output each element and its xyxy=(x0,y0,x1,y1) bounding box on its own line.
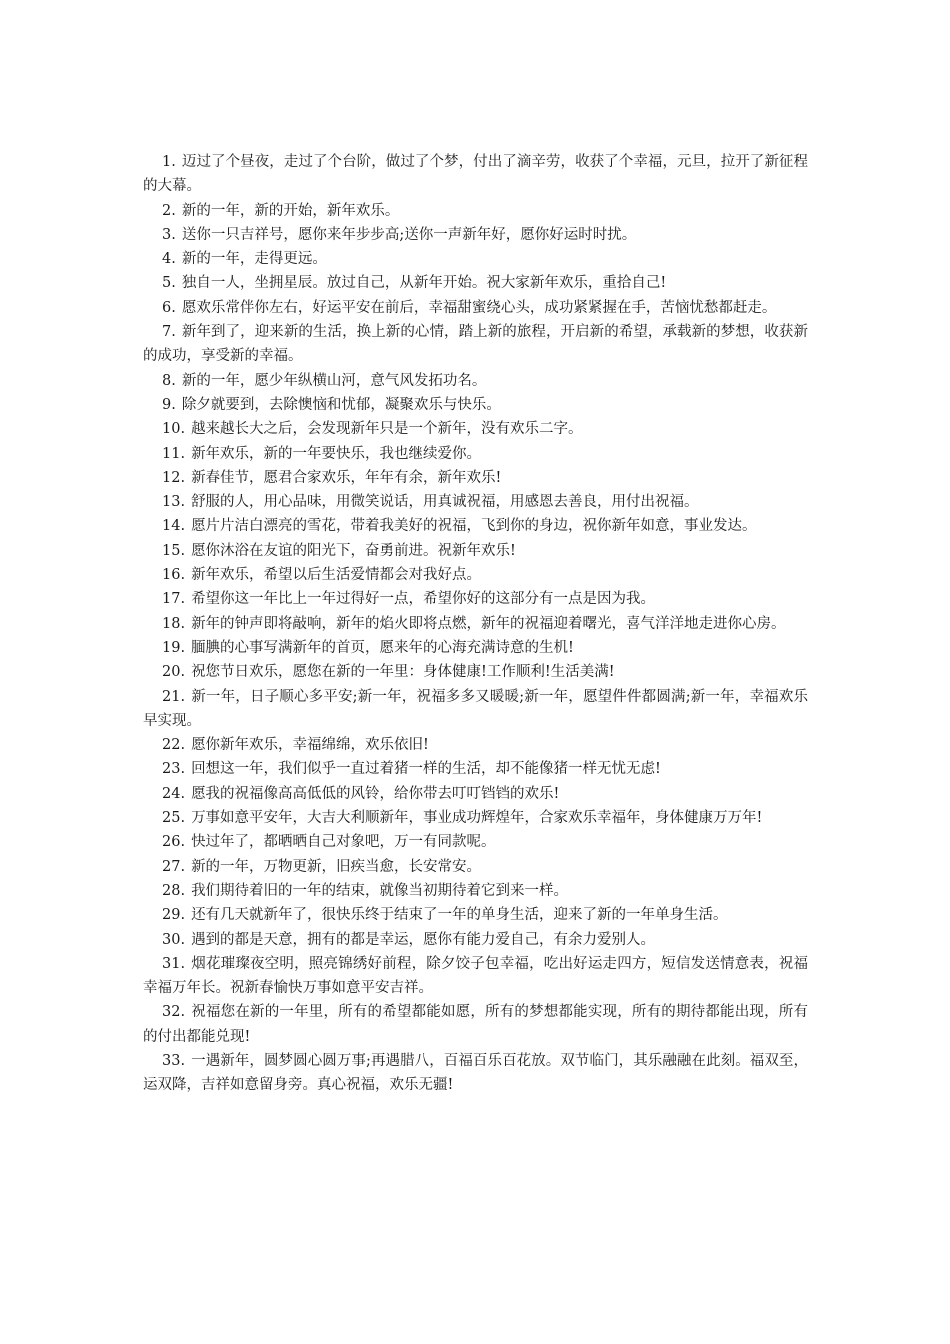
item-number: 21. xyxy=(162,688,186,705)
list-item xyxy=(143,393,808,417)
item-number: 11. xyxy=(162,445,186,462)
list-item xyxy=(143,806,808,830)
item-text: 新年欢乐，希望以后生活爱情都会对我好点。 xyxy=(191,567,482,584)
item-number: 7. xyxy=(162,324,176,341)
list-item xyxy=(143,539,808,563)
wish-list xyxy=(143,150,808,1098)
item-number: 16. xyxy=(162,567,186,584)
item-number: 27. xyxy=(162,858,186,875)
item-number: 2. xyxy=(162,202,176,219)
list-item xyxy=(143,879,808,903)
list-item xyxy=(143,369,808,393)
item-text: 新的一年，新的开始，新年欢乐。 xyxy=(181,202,400,219)
item-number: 3. xyxy=(162,226,176,243)
item-text: 愿欢乐常伴你左右，好运平安在前后，幸福甜蜜绕心头，成功紧紧握在手，苦恼忧愁都赶走。 xyxy=(181,299,777,316)
item-text: 愿我的祝福像高高低低的风铃，给你带去叮叮铛铛的欢乐! xyxy=(191,785,560,802)
list-item xyxy=(143,490,808,514)
item-number: 5. xyxy=(162,275,176,292)
item-text: 愿片片洁白漂亮的雪花，带着我美好的祝福，飞到你的身边，祝你新年如意，事业发达。 xyxy=(191,518,757,535)
item-number: 15. xyxy=(162,542,186,559)
list-item xyxy=(143,733,808,757)
item-text: 新春佳节，愿君合家欢乐，年年有余，新年欢乐! xyxy=(191,469,502,486)
item-text: 希望你这一年比上一年过得好一点，希望你好的这部分有一点是因为我。 xyxy=(191,591,656,608)
item-number: 24. xyxy=(162,785,186,802)
item-number: 31. xyxy=(162,955,186,972)
item-number: 25. xyxy=(162,810,186,827)
item-number: 33. xyxy=(162,1052,186,1069)
item-number: 10. xyxy=(162,421,186,438)
item-text: 新一年，日子顺心多平安;新一年，祝福多多又暖暖;新一年，愿望件件都圆满;新一年，幸福欢乐早实现。 xyxy=(143,688,808,729)
list-item xyxy=(143,782,808,806)
list-item xyxy=(143,563,808,587)
list-item xyxy=(143,757,808,781)
item-number: 22. xyxy=(162,737,186,754)
item-number: 26. xyxy=(162,834,186,851)
list-item xyxy=(143,612,808,636)
item-text: 一遇新年，圆梦圆心圆万事;再遇腊八，百福百乐百花放。双节临门，其乐融融在此刻。福双至，运双降，吉祥如意留身旁。真心祝福，欢乐无疆! xyxy=(143,1052,808,1094)
item-text: 万事如意平安年，大吉大利顺新年，事业成功辉煌年，合家欢乐幸福年，身体健康万万年! xyxy=(191,810,763,827)
item-number: 30. xyxy=(162,931,186,948)
list-item xyxy=(143,271,808,295)
item-text: 回想这一年，我们似乎一直过着猪一样的生活，却不能像猪一样无忧无虑! xyxy=(191,761,661,778)
list-item xyxy=(143,952,808,1001)
item-text: 还有几天就新年了，很快乐终于结束了一年的单身生活，迎来了新的一年单身生活。 xyxy=(191,907,728,924)
item-number: 1. xyxy=(162,154,176,170)
item-text: 愿你沐浴在友谊的阳光下，奋勇前进。祝新年欢乐! xyxy=(191,542,516,559)
item-text: 祝您节日欢乐，愿您在新的一年里：身体健康!工作顺利!生活美满! xyxy=(191,664,615,681)
list-item xyxy=(143,466,808,490)
list-item xyxy=(143,660,808,684)
item-number: 13. xyxy=(162,494,186,511)
item-number: 6. xyxy=(162,299,176,316)
list-item xyxy=(143,855,808,879)
item-text: 腼腆的心事写满新年的首页，愿来年的心海充满诗意的生机! xyxy=(191,639,574,656)
item-text: 新的一年，愿少年纵横山河，意气风发拓功名。 xyxy=(181,372,487,389)
item-number: 8. xyxy=(162,372,176,389)
item-text: 新的一年，万物更新，旧疾当愈，长安常安。 xyxy=(191,858,482,875)
item-text: 送你一只吉祥号，愿你来年步步高;送你一声新年好，愿你好运时时扰。 xyxy=(181,226,637,243)
item-number: 18. xyxy=(162,615,186,632)
list-item xyxy=(143,442,808,466)
item-text: 越来越长大之后，会发现新年只是一个新年，没有欢乐二字。 xyxy=(191,421,583,438)
list-item xyxy=(143,296,808,320)
item-number: 19. xyxy=(162,639,186,656)
list-item xyxy=(143,514,808,538)
item-text: 新的一年，走得更远。 xyxy=(181,251,327,268)
list-item xyxy=(143,417,808,441)
item-number: 17. xyxy=(162,591,186,608)
item-number: 4. xyxy=(162,251,176,268)
item-number: 20. xyxy=(162,664,186,681)
item-number: 23. xyxy=(162,761,186,778)
item-number: 12. xyxy=(162,469,186,486)
item-number: 9. xyxy=(162,396,176,413)
item-number: 29. xyxy=(162,907,186,924)
item-text: 愿你新年欢乐，幸福绵绵，欢乐依旧! xyxy=(191,737,429,754)
item-text: 舒服的人，用心品味，用微笑说话，用真诚祝福，用感恩去善良，用付出祝福。 xyxy=(191,494,699,511)
item-text: 新年的钟声即将敲响，新年的焰火即将点燃，新年的祝福迎着曙光，喜气洋洋地走进你心房。 xyxy=(191,615,786,632)
list-item xyxy=(143,150,808,199)
list-item xyxy=(143,320,808,369)
item-text: 新年到了，迎来新的生活，换上新的心情，踏上新的旅程，开启新的希望，承载新的梦想，收获新的成功，享受新的幸福。 xyxy=(143,324,808,365)
item-text: 祝福您在新的一年里，所有的希望都能如愿，所有的梦想都能实现，所有的期待都能出现，所有的付出都能兑现! xyxy=(143,1004,808,1045)
item-text: 烟花璀璨夜空明，照亮锦绣好前程，除夕饺子包幸福，吃出好运走四方，短信发送情意表，祝福幸福万年长。祝新春愉快万事如意平安吉祥。 xyxy=(143,955,808,997)
item-text: 迈过了个昼夜，走过了个台阶，做过了个梦，付出了滴辛劳，收获了个幸福，元旦，拉开了新征程的大幕。 xyxy=(143,154,808,195)
list-item xyxy=(143,223,808,247)
list-item xyxy=(143,636,808,660)
item-text: 遇到的都是天意，拥有的都是幸运，愿你有能力爱自己，有余力爱别人。 xyxy=(191,931,656,948)
list-item xyxy=(143,928,808,952)
list-item xyxy=(143,1000,808,1049)
item-text: 新年欢乐，新的一年要快乐，我也继续爱你。 xyxy=(191,445,482,462)
item-number: 14. xyxy=(162,518,186,535)
list-item xyxy=(143,830,808,854)
list-item xyxy=(143,903,808,927)
list-item xyxy=(143,247,808,271)
item-text: 独自一人，坐拥星辰。放过自己，从新年开始。祝大家新年欢乐，重拾自己! xyxy=(181,275,667,292)
item-text: 我们期待着旧的一年的结束，就像当初期待着它到来一样。 xyxy=(191,882,569,899)
item-text: 快过年了，都晒晒自己对象吧，万一有同款呢。 xyxy=(191,834,496,851)
item-text: 除夕就要到，去除懊恼和忧郁，凝聚欢乐与快乐。 xyxy=(181,396,501,413)
list-item xyxy=(143,587,808,611)
item-number: 28. xyxy=(162,882,186,899)
list-item xyxy=(143,199,808,223)
list-item xyxy=(143,1049,808,1098)
item-number: 32. xyxy=(162,1004,186,1021)
list-item xyxy=(143,685,808,734)
